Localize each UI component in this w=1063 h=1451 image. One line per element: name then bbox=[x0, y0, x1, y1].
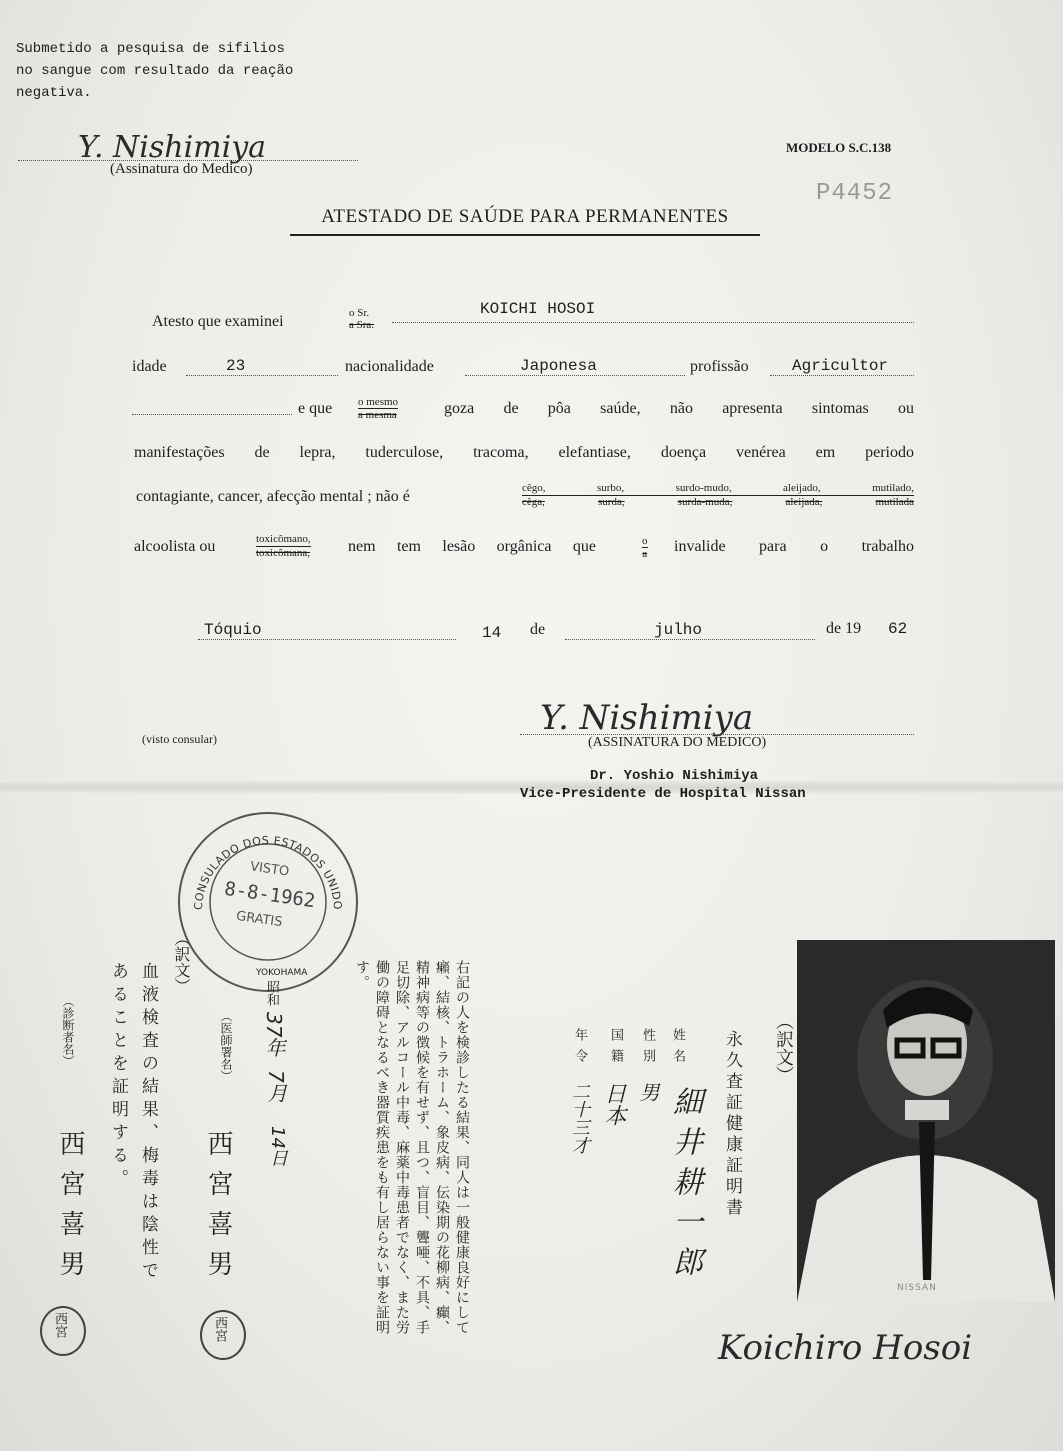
top-signature: Y. Nishimiya bbox=[18, 130, 358, 161]
nationality-value-jp: 日本 bbox=[601, 1082, 626, 1126]
cego-option: cêgo, bbox=[522, 482, 546, 494]
top-signature-caption: (Assinatura do Medico) bbox=[110, 161, 253, 177]
nationality-value: Japonesa bbox=[520, 357, 597, 375]
holder-signature: Koichiro Hosoi bbox=[718, 1328, 973, 1368]
alcoholic-label: alcoolista ou bbox=[134, 538, 216, 555]
blood-test-line1: 血液検査の結果、梅毒は陰性で bbox=[138, 962, 158, 1284]
note-line: negativa. bbox=[16, 85, 92, 101]
body-col-1: 右記の人を検診したる結果、同人は一般健康良好にして bbox=[454, 960, 470, 1335]
sra-option: a Sra. bbox=[349, 319, 375, 331]
examiner-name: 西宮喜男 bbox=[55, 1130, 85, 1290]
stamp-visto: VISTO bbox=[249, 859, 291, 880]
examiner-seal-text: 西宮 bbox=[52, 1312, 67, 1338]
stamp-date: 8-8-1962 bbox=[222, 877, 317, 913]
examiner-label: （診断者名） bbox=[61, 995, 75, 1067]
photo-studio-mark: NISSAN bbox=[897, 1283, 937, 1293]
document-title: ATESTADO DE SAÚDE PARA PERMANENTES bbox=[290, 206, 760, 236]
same-option bbox=[358, 396, 398, 421]
month-line bbox=[565, 639, 815, 640]
sr-option: o Sr. bbox=[349, 307, 370, 319]
aleijada-option: aleijada, bbox=[785, 496, 823, 508]
name-field-line bbox=[392, 320, 914, 323]
place-value: Tóquio bbox=[204, 621, 262, 639]
surdo-option: surbo, bbox=[596, 482, 625, 494]
applicant-photo bbox=[797, 940, 1055, 1302]
conditions-line: manifestações de lepra, tuderculose, tracoma, elefantiase, doença venérea em periodo bbox=[134, 444, 914, 461]
body-col-3: 精神病等の徴候を有せず、且つ、盲目、聾唖、不具、手 bbox=[414, 960, 430, 1335]
age-value-jp: 二十三才 bbox=[569, 1082, 590, 1154]
place-line bbox=[198, 639, 456, 640]
stamp-ring-label: CONSULADO DOS ESTADOS UNIDO bbox=[191, 833, 345, 911]
stamp-city: YOKOHAMA bbox=[256, 968, 308, 978]
day-value: 14 bbox=[482, 624, 502, 642]
registration-number-stamp: P4452 bbox=[816, 180, 894, 207]
mesma-option: a mesma bbox=[358, 409, 397, 421]
name-value-jp: 細井耕一郎 bbox=[667, 1086, 702, 1286]
date-month-jp: 7月 bbox=[264, 1070, 288, 1103]
era-label: 昭和 bbox=[264, 980, 279, 1006]
age-line bbox=[186, 375, 338, 376]
cega-option: cêga, bbox=[522, 496, 545, 508]
body-col-6: す。 bbox=[354, 960, 370, 990]
nationality-label-jp: 国籍 bbox=[608, 1028, 623, 1070]
age-label-jp: 年令 bbox=[572, 1028, 587, 1070]
health-statement-line: goza de pôa saúde, não apresenta sintomas ou bbox=[444, 400, 914, 417]
form-prefix: Atesto que examinei bbox=[152, 313, 284, 330]
body-col-5: 働の障碍となるべき器質疾患をも有し居らない事を証明 bbox=[374, 960, 390, 1335]
name-label-jp: 姓名 bbox=[670, 1028, 685, 1070]
consular-visa-label: (visto consular) bbox=[142, 732, 217, 746]
aleijado-option: aleijado, bbox=[783, 482, 821, 494]
examiner-seal bbox=[40, 1306, 86, 1356]
surdo-mudo-option: surdo-mudo, bbox=[675, 482, 732, 494]
stamp-gratis: GRATIS bbox=[235, 908, 284, 931]
de-label: de bbox=[530, 621, 546, 638]
toxicomana-option: toxicômana, bbox=[256, 547, 311, 559]
o-option: o bbox=[642, 535, 648, 547]
note-line: Submetido a pesquisa de sifilios bbox=[16, 41, 285, 57]
profession-line bbox=[770, 375, 914, 376]
certificate-title-jp: 永久査証健康証明書 bbox=[722, 1030, 742, 1219]
surda-option: surda, bbox=[598, 496, 625, 508]
month-value: julho bbox=[654, 621, 703, 639]
top-signature-block bbox=[18, 130, 358, 178]
age-value: 23 bbox=[226, 357, 246, 375]
mesmo-option: o mesmo bbox=[358, 396, 399, 408]
body-col-2: 癩、結核、トラホーム、象皮病、伝染期の花柳病、癲、 bbox=[434, 960, 450, 1335]
doctor-name-jp: 西宮喜男 bbox=[203, 1130, 233, 1290]
o-a-option bbox=[642, 535, 648, 560]
year-prefix: de 19 bbox=[826, 620, 862, 637]
doctor-name: Dr. Yoshio Nishimiya bbox=[590, 768, 759, 784]
mutilada-option: mutilada bbox=[875, 496, 914, 508]
doctor-seal-text: 西宮 bbox=[212, 1316, 227, 1342]
doctor-signature: Y. Nishimiya bbox=[540, 698, 754, 738]
blood-test-line2: あることを証明する。 bbox=[108, 962, 128, 1192]
profession-label: profissão bbox=[690, 358, 749, 375]
toxico-option bbox=[256, 533, 311, 560]
date-day-jp: 14日 bbox=[267, 1126, 288, 1167]
e-que: e que bbox=[298, 400, 333, 417]
profession-value: Agricultor bbox=[792, 357, 889, 375]
surda-muda-option: surda-muda, bbox=[677, 496, 733, 508]
nationality-label: nacionalidade bbox=[345, 358, 434, 375]
doctor-role: Vice-Presidente de Hospital Nissan bbox=[520, 786, 806, 802]
work-text: invalide para o trabalho bbox=[674, 538, 914, 555]
translation-label-right: （訳文） bbox=[773, 1012, 794, 1084]
consulate-stamp bbox=[178, 812, 358, 992]
toxicomano-option: toxicômano, bbox=[256, 533, 311, 545]
doctor-seal bbox=[200, 1310, 246, 1360]
mental-line: contagiante, cancer, afecção mental ; não é bbox=[136, 488, 410, 505]
note-line: no sangue com resultado da reação bbox=[16, 63, 294, 79]
patient-name: KOICHI HOSOI bbox=[480, 300, 596, 318]
signature-caption: (ASSINATURA DO MEDICO) bbox=[588, 735, 767, 750]
year-suffix: 62 bbox=[888, 620, 908, 638]
translation-label-left: （訳文） bbox=[172, 930, 191, 994]
mutilado-option: mutilado, bbox=[872, 482, 914, 494]
disability-options bbox=[522, 482, 914, 509]
portrait-drawing bbox=[797, 940, 1055, 1302]
organic-lesion-text: nem tem lesão orgânica que bbox=[348, 538, 596, 555]
model-code: MODELO S.C.138 bbox=[786, 140, 892, 155]
sex-label-jp: 性別 bbox=[640, 1028, 655, 1070]
syphilis-note bbox=[16, 38, 293, 104]
title-option bbox=[349, 307, 374, 331]
doctor-signature-label-jp: （医師署名） bbox=[219, 1010, 233, 1082]
nationality-line bbox=[465, 375, 685, 376]
body-col-4: 足切除、アルコール中毒、麻薬中毒患者でなく、また労 bbox=[394, 960, 410, 1335]
blank-line bbox=[132, 414, 292, 415]
sex-value-jp: 男 bbox=[636, 1082, 660, 1102]
a-option: a bbox=[642, 548, 648, 560]
date-year-jp: 37年 bbox=[262, 1012, 286, 1058]
age-label: idade bbox=[132, 358, 167, 375]
